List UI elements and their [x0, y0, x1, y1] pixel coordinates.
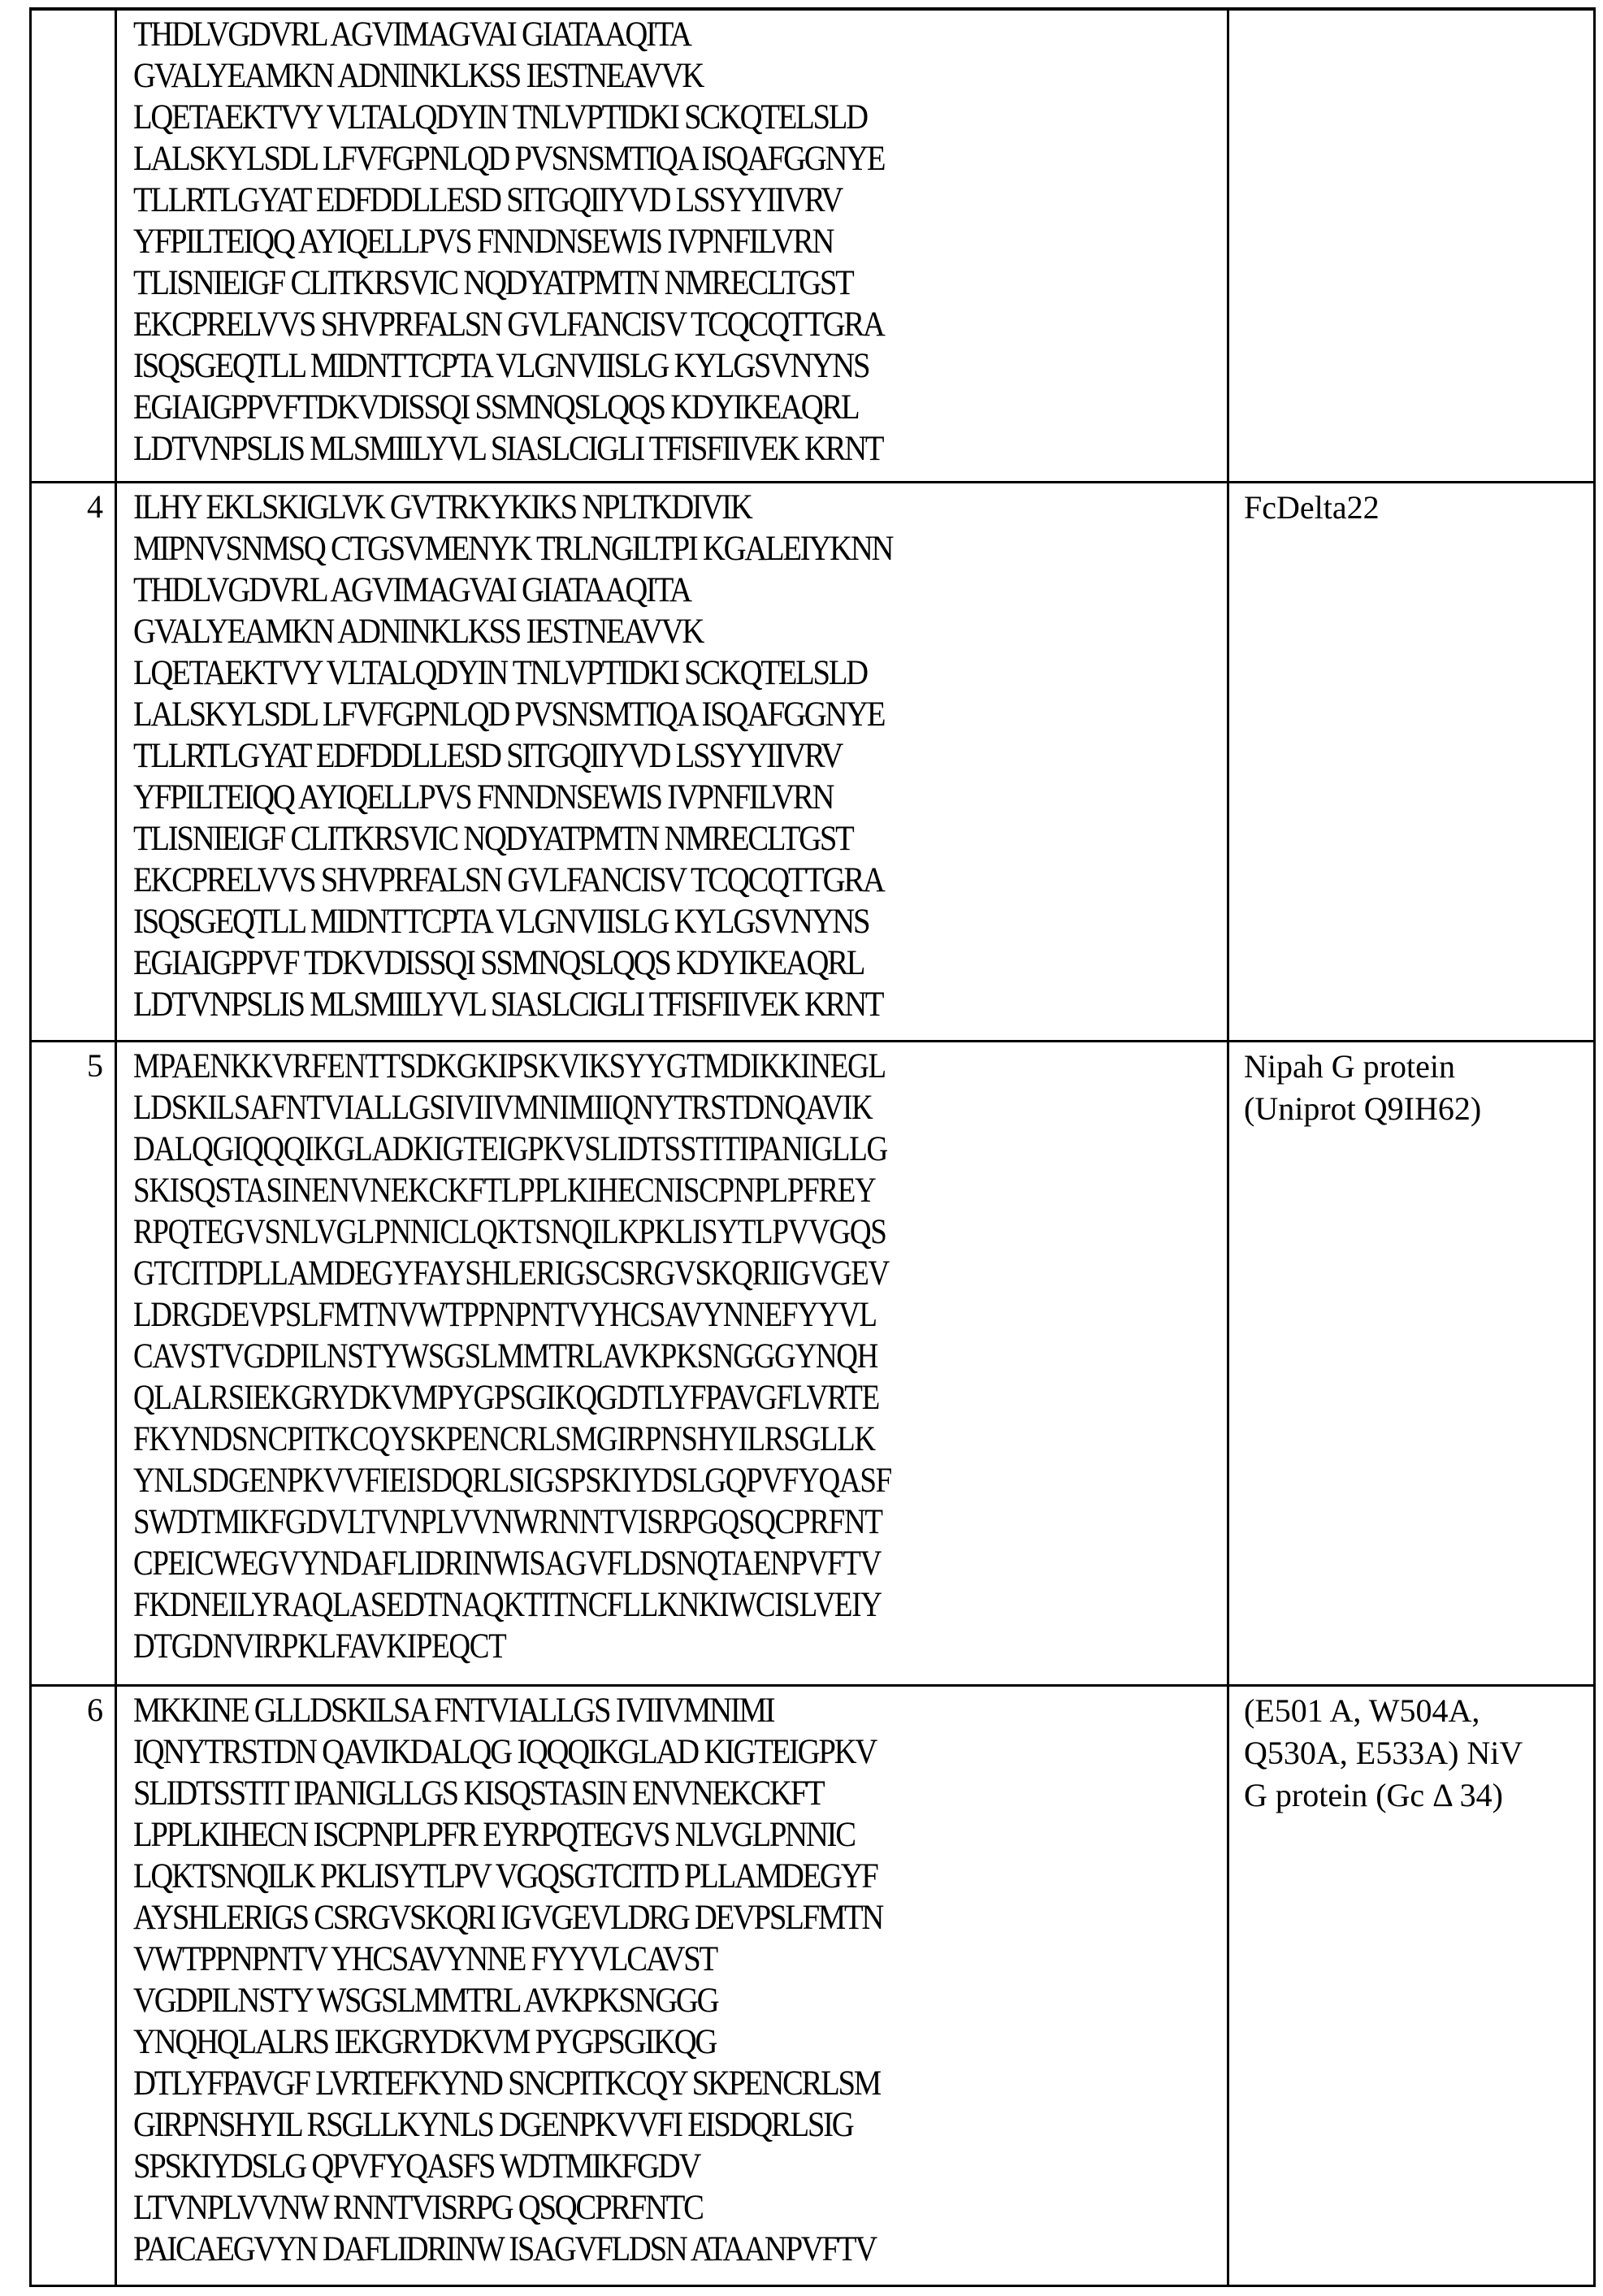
sequence-line: ILHY EKLSKIGLVK GVTRKYKIKS NPLTKDIVIK: [133, 487, 1117, 528]
table-row: [31, 483, 1595, 1042]
sequence-line: IQNYTRSTDN QAVIKDALQG IQQQIKGLAD KIGTEIGPKV: [133, 1731, 1117, 1773]
sequence-line: LQETAEKTVY VLTALQDYIN TNLVPTIDKI SCKQTELSLD: [133, 652, 1117, 694]
sequence-line: TLLRTLGYAT EDFDDLLESD SITGQIIYVD LSSYYIIVRV: [133, 735, 1117, 777]
sequence-line: GVALYEAMKN ADNINKLKSS IESTNEAVVK: [133, 55, 1117, 97]
sequence-line: TLLRTLGYAT EDFDDLLESD SITGQIIYVD LSSYYIIVRV: [133, 180, 1117, 221]
sequence-line: SPSKIYDSLG QPVFYQASFS WDTMIKFGDV: [133, 2146, 1117, 2187]
sequence-line: LALSKYLSDL LFVFGPNLQD PVSNSMTIQA ISQAFGGNYE: [133, 694, 1117, 735]
sequence-line: AYSHLERIGS CSRGVSKQRI IGVGEVLDRG DEVPSLFMTN: [133, 1897, 1117, 1939]
sequence-line: YFPILTEIQQ AYIQELLPVS FNNDNSEWIS IVPNFILVRN: [133, 777, 1117, 818]
sequence-line: LQETAEKTVY VLTALQDYIN TNLVPTIDKI SCKQTELSLD: [133, 97, 1117, 138]
sequence-line: MKKINE GLLDSKILSA FNTVIALLGS IVIIVMNIMI: [133, 1690, 1117, 1731]
sequence-line: DTLYFPAVGF LVRTEFKYND SNCPITKCQY SKPENCRLSM: [133, 2063, 1117, 2104]
sequence-line: QLALRSIEKGRYDKVMPYGPSGIKQGDTLYFPAVGFLVRTE: [133, 1377, 1074, 1419]
description-line: FcDelta22: [1244, 487, 1585, 529]
sequence-line: RPQTEGVSNLVGLPNNICLQKTSNQILKPKLISYTLPVVGQS: [133, 1211, 1074, 1253]
sequence-line: LDTVNPSLIS MLSMIILYVL SIASLCIGLI TFISFIIVEK KRNT: [133, 984, 1117, 1025]
sequence-line: CAVSTVGDPILNSTYWSGSLMMTRLAVKPKSNGGGYNQH: [133, 1336, 1074, 1377]
sequence-line: LTVNPLVVNW RNNTVISRPG QSQCPRFNTC: [133, 2187, 1117, 2229]
sequence-line: LALSKYLSDL LFVFGPNLQD PVSNSMTIQA ISQAFGGNYE: [133, 138, 1117, 180]
sequence-line: LQKTSNQILK PKLISYTLPV VGQSGTCITD PLLAMDEGYF: [133, 1856, 1117, 1897]
sequence-line: THDLVGDVRL AGVIMAGVAI GIATAAQITA: [133, 570, 1117, 611]
sequence-line: TLISNIEIGF CLITKRSVIC NQDYATPMTN NMRECLTGST: [133, 262, 1117, 304]
seq-id-cell: [31, 9, 116, 483]
description-line: (E501 A, W504A,: [1244, 1690, 1585, 1732]
seq-id-cell: 4: [31, 483, 116, 1042]
sequence-line: YNLSDGENPKVVFIEISDQRLSIGSPSKIYDSLGQPVFYQASF: [133, 1460, 1074, 1501]
description-line: Nipah G protein: [1244, 1046, 1585, 1088]
table-row: [31, 9, 1595, 483]
sequence-table: [29, 7, 1596, 2287]
sequence-line: FKDNEILYRAQLASEDTNAQKTITNCFLLKNKIWCISLVEIY: [133, 1584, 1074, 1626]
sequence-line: EKCPRELVVS SHVPRFALSN GVLFANCISV TCQCQTTGRA: [133, 304, 1117, 345]
sequence-line: LDRGDEVPSLFMTNVWTPPNPNTVYHCSAVYNNEFYYVL: [133, 1294, 1074, 1336]
sequence-line: MPAENKKVRFENTTSDKGKIPSKVIKSYYGTMDIKKINEGL: [133, 1046, 1074, 1087]
description-cell: [1228, 1042, 1595, 1686]
sequence-line: FKYNDSNCPITKCQYSKPENCRLSMGIRPNSHYILRSGLLK: [133, 1419, 1074, 1460]
sequence-line: LDSKILSAFNTVIALLGSIVIIVMNIMIIQNYTRSTDNQAVIK: [133, 1087, 1074, 1129]
sequence-line: THDLVGDVRL AGVIMAGVAI GIATAAQITA: [133, 14, 1117, 55]
sequence-cell: [116, 9, 1228, 483]
sequence-cell: [116, 1042, 1228, 1686]
sequence-line: DALQGIQQQIKGLADKIGTEIGPKVSLIDTSSTITIPANIGLLG: [133, 1129, 1074, 1170]
sequence-line: SKISQSTASINENVNEKCKFTLPPLKIHECNISCPNPLPFREY: [133, 1170, 1074, 1211]
seq-id-cell: 5: [31, 1042, 116, 1686]
sequence-line: EGIAIGPPVFTDKVDISSQI SSMNQSLQQS KDYIKEAQRL: [133, 387, 1117, 428]
sequence-line: VWTPPNPNTV YHCSAVYNNE FYYVLCAVST: [133, 1939, 1117, 1980]
sequence-cell: [116, 1686, 1228, 2286]
sequence-line: LDTVNPSLIS MLSMIILYVL SIASLCIGLI TFISFIIVEK KRNT: [133, 428, 1117, 470]
sequence-cell: [116, 483, 1228, 1042]
sequence-line: GIRPNSHYIL RSGLLKYNLS DGENPKVVFI EISDQRLSIG: [133, 2104, 1117, 2146]
seq-id-cell: 6: [31, 1686, 116, 2286]
table-row: [31, 1686, 1595, 2286]
table-row: [31, 1042, 1595, 1686]
description-line: G protein (Gc Δ 34): [1244, 1774, 1585, 1817]
sequence-line: EGIAIGPPVF TDKVDISSQI SSMNQSLQQS KDYIKEAQRL: [133, 942, 1117, 984]
sequence-line: PAICAEGVYN DAFLIDRINW ISAGVFLDSN ATAANPVFTV: [133, 2229, 1117, 2270]
description-line: Q530A, E533A) NiV: [1244, 1732, 1585, 1774]
sequence-line: YFPILTEIQQ AYIQELLPVS FNNDNSEWIS IVPNFILVRN: [133, 221, 1117, 262]
sequence-line: LPPLKIHECN ISCPNPLPFR EYRPQTEGVS NLVGLPNNIC: [133, 1814, 1117, 1856]
sequence-line: CPEICWEGVYNDAFLIDRINWISAGVFLDSNQTAENPVFTV: [133, 1543, 1074, 1584]
sequence-line: DTGDNVIRPKLFAVKIPEQCT: [133, 1626, 1074, 1667]
sequence-line: SWDTMIKFGDVLTVNPLVVNWRNNTVISRPGQSQCPRFNT: [133, 1501, 1074, 1543]
sequence-line: SLIDTSSTIT IPANIGLLGS KISQSTASIN ENVNEKCKFT: [133, 1773, 1117, 1814]
description-line: (Uniprot Q9IH62): [1244, 1088, 1585, 1130]
description-cell: [1228, 483, 1595, 1042]
description-cell: [1228, 9, 1595, 483]
sequence-line: ISQSGEQTLL MIDNTTCPTA VLGNVIISLG KYLGSVNYNS: [133, 345, 1117, 387]
description-cell: [1228, 1686, 1595, 2286]
sequence-line: EKCPRELVVS SHVPRFALSN GVLFANCISV TCQCQTTGRA: [133, 860, 1117, 901]
sequence-line: MIPNVSNMSQ CTGSVMENYK TRLNGILTPI KGALEIYKNN: [133, 528, 1117, 570]
sequence-line: VGDPILNSTY WSGSLMMTRL AVKPKSNGGG: [133, 1980, 1117, 2021]
sequence-line: YNQHQLALRS IEKGRYDKVM PYGPSGIKQG: [133, 2021, 1117, 2063]
sequence-line: GVALYEAMKN ADNINKLKSS IESTNEAVVK: [133, 611, 1117, 652]
sequence-line: TLISNIEIGF CLITKRSVIC NQDYATPMTN NMRECLTGST: [133, 818, 1117, 860]
sequence-line: ISQSGEQTLL MIDNTTCPTA VLGNVIISLG KYLGSVNYNS: [133, 901, 1117, 942]
sequence-line: GTCITDPLLAMDEGYFAYSHLERIGSCSRGVSKQRIIGVGEV: [133, 1253, 1074, 1294]
